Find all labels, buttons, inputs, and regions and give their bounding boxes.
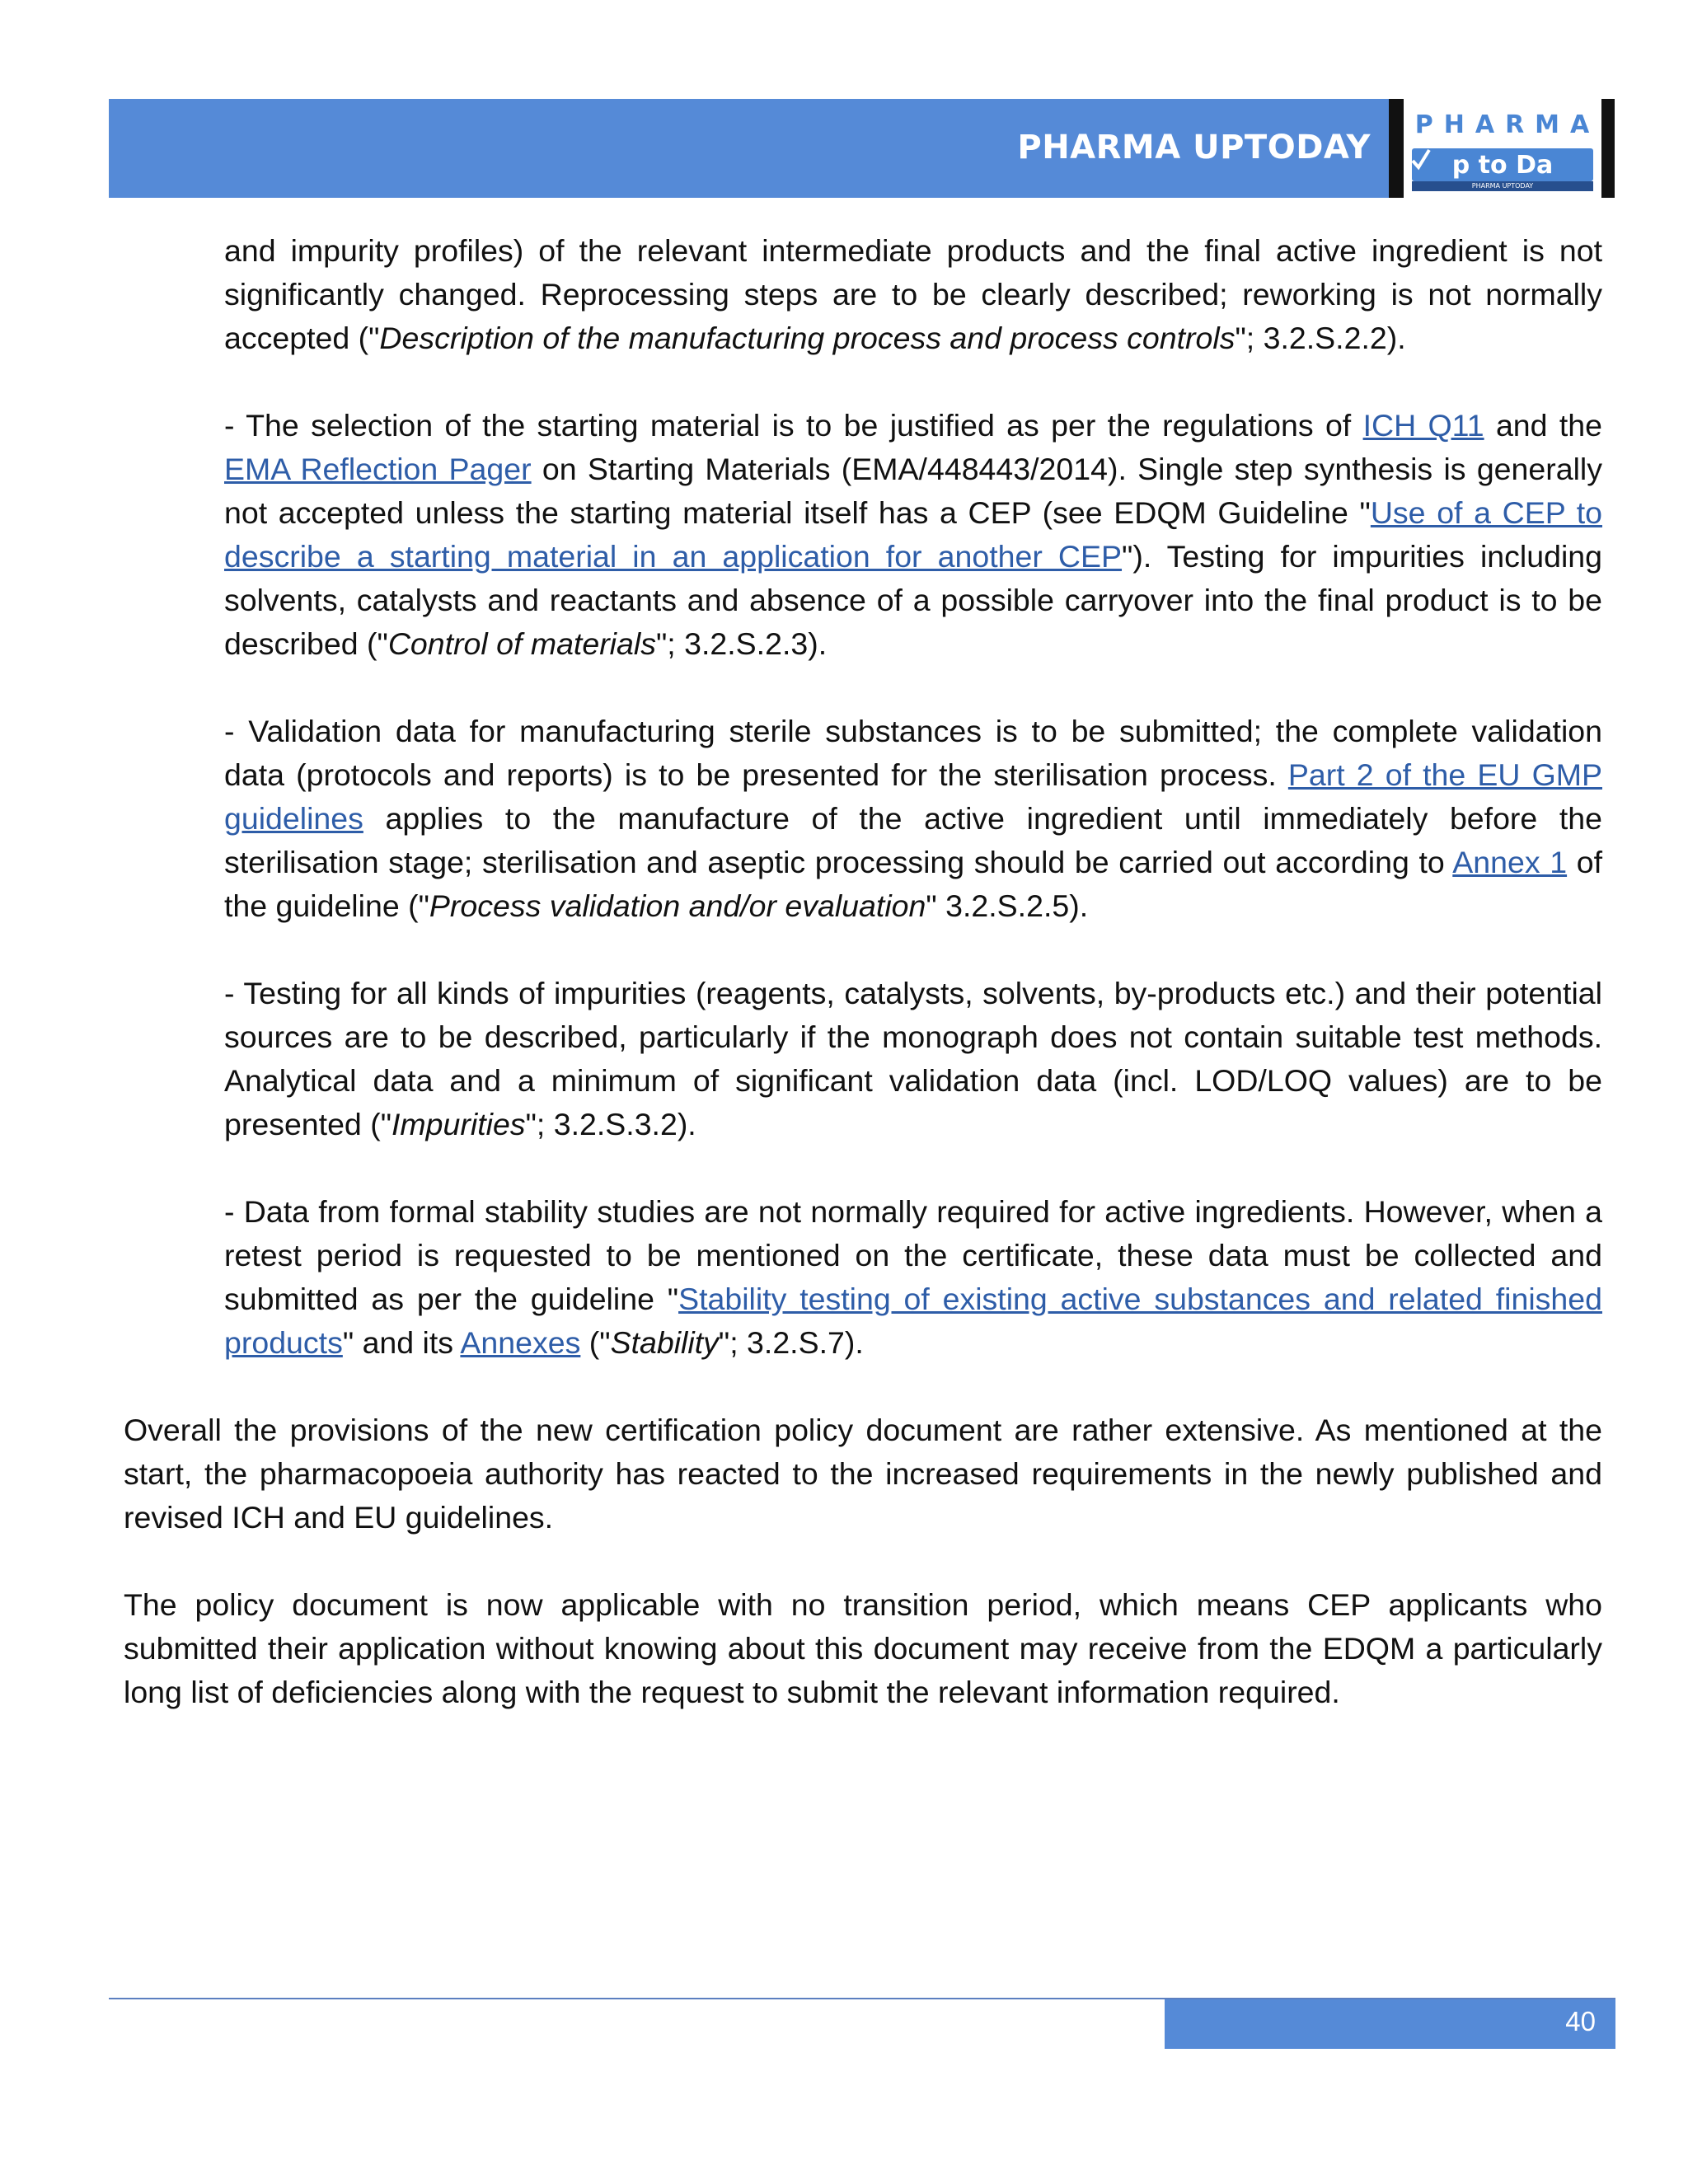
logo-caption: PHARMA UPTODAY (1412, 181, 1593, 191)
italic-text: Impurities (392, 1107, 526, 1141)
header-title: PHARMA UPTODAY (1017, 129, 1371, 166)
text: " and its (342, 1325, 461, 1360)
link-ema-reflection-paper[interactable]: EMA Reflection Pager (224, 452, 532, 486)
text: of the guideline (" (224, 845, 1602, 923)
paragraph-impurities (224, 972, 1602, 1146)
text: and impurity profiles) of the relevant intermediate products and the final active ingredient is not significantly changed. Reprocessing steps are to be clearly described; reworking is not normally accepted (" (224, 233, 1602, 355)
link-annex-1[interactable]: Annex 1 (1452, 845, 1568, 879)
text: "; 3.2.S.2.3). (655, 626, 828, 661)
logo-strip (1412, 148, 1593, 181)
link-ich-q11[interactable]: ICH Q11 (1362, 408, 1484, 443)
italic-text: Control of materials (387, 626, 656, 661)
paragraph-policy-applicable: The policy document is now applicable with no transition period, which means CEP applicants who submitted their application without knowing about this document may receive from the EDQM a particularly long list of deficiencies along with the request to submit the relevant information required. (124, 1587, 1602, 1709)
italic-text: Process validation and/or evaluation (429, 888, 926, 923)
text: - Validation data for manufacturing sterile substances is to be submitted; the complete validation data (protocols and reports) is to be presented for the sterilisation process. (224, 714, 1602, 792)
checkmark-icon (1410, 147, 1432, 171)
logo-strip-text: p to Da (1451, 150, 1554, 180)
page-number: 40 (1565, 2006, 1596, 2036)
text: " 3.2.S.2.5). (926, 888, 1089, 923)
text: (" (580, 1325, 611, 1360)
text: "; 3.2.S.3.2). (525, 1107, 696, 1141)
text: "). Testing for impurities including solvents, catalysts and reactants and absence of a possible carryover into the final product is to be described (" (224, 539, 1602, 661)
text: applies to the manufacture of the active ingredient until immediately before the sterilisation stage; sterilisation and aseptic processing should be carried out according to (224, 801, 1602, 879)
header-bar (109, 99, 1389, 198)
page-number-box (1165, 1999, 1615, 2049)
paragraph-stability (224, 1190, 1602, 1365)
text: "; 3.2.S.7). (718, 1325, 864, 1360)
paragraph-starting-material (224, 404, 1602, 666)
logo-pharma-text: PHARMA (1414, 110, 1601, 139)
text: - Data from formal stability studies are not normally required for active ingredients. However, when a retest period is requested to be mentioned on the certificate, these data must be collected and submitted as per the guideline " (224, 1194, 1602, 1316)
link-cep-starting-material[interactable]: Use of a CEP to describe a starting material in an application for another CEP (224, 495, 1603, 574)
italic-text: Stability (610, 1325, 719, 1360)
logo (1389, 99, 1615, 198)
link-eu-gmp-part2[interactable]: Part 2 of the EU GMP guidelines (224, 757, 1602, 836)
paragraph-validation (224, 710, 1602, 928)
paragraph-reprocessing (224, 229, 1602, 360)
text: - The selection of the starting material is to be justified as per the regulations of (224, 408, 1363, 443)
paragraph-overall: Overall the provisions of the new certification policy document are rather extensive. As mentioned at the start, the pharmacopoeia authority has reacted to the increased requirements in the newly published and revised ICH and EU guidelines. (124, 1413, 1602, 1535)
text: "; 3.2.S.2.2). (1235, 321, 1406, 355)
document-body (124, 229, 1602, 1758)
text: - Testing for all kinds of impurities (reagents, catalysts, solvents, by-products etc.) and their potential sources are to be described, particularly if the monograph does not contain suitable test methods. Analytical data and a minimum of significant validation data (incl. LOD/LOQ values) are to be presented (" (224, 976, 1602, 1141)
text: on Starting Materials (EMA/448443/2014). Single step synthesis is generally not accepted unless the starting material itself has a CEP (see EDQM Guideline " (224, 452, 1602, 530)
link-stability-guideline[interactable]: Stability testing of existing active substances and related finished products (224, 1282, 1602, 1360)
italic-text: Description of the manufacturing process and process controls (379, 321, 1236, 355)
text: and the (1484, 408, 1602, 443)
link-annexes[interactable]: Annexes (460, 1325, 581, 1360)
